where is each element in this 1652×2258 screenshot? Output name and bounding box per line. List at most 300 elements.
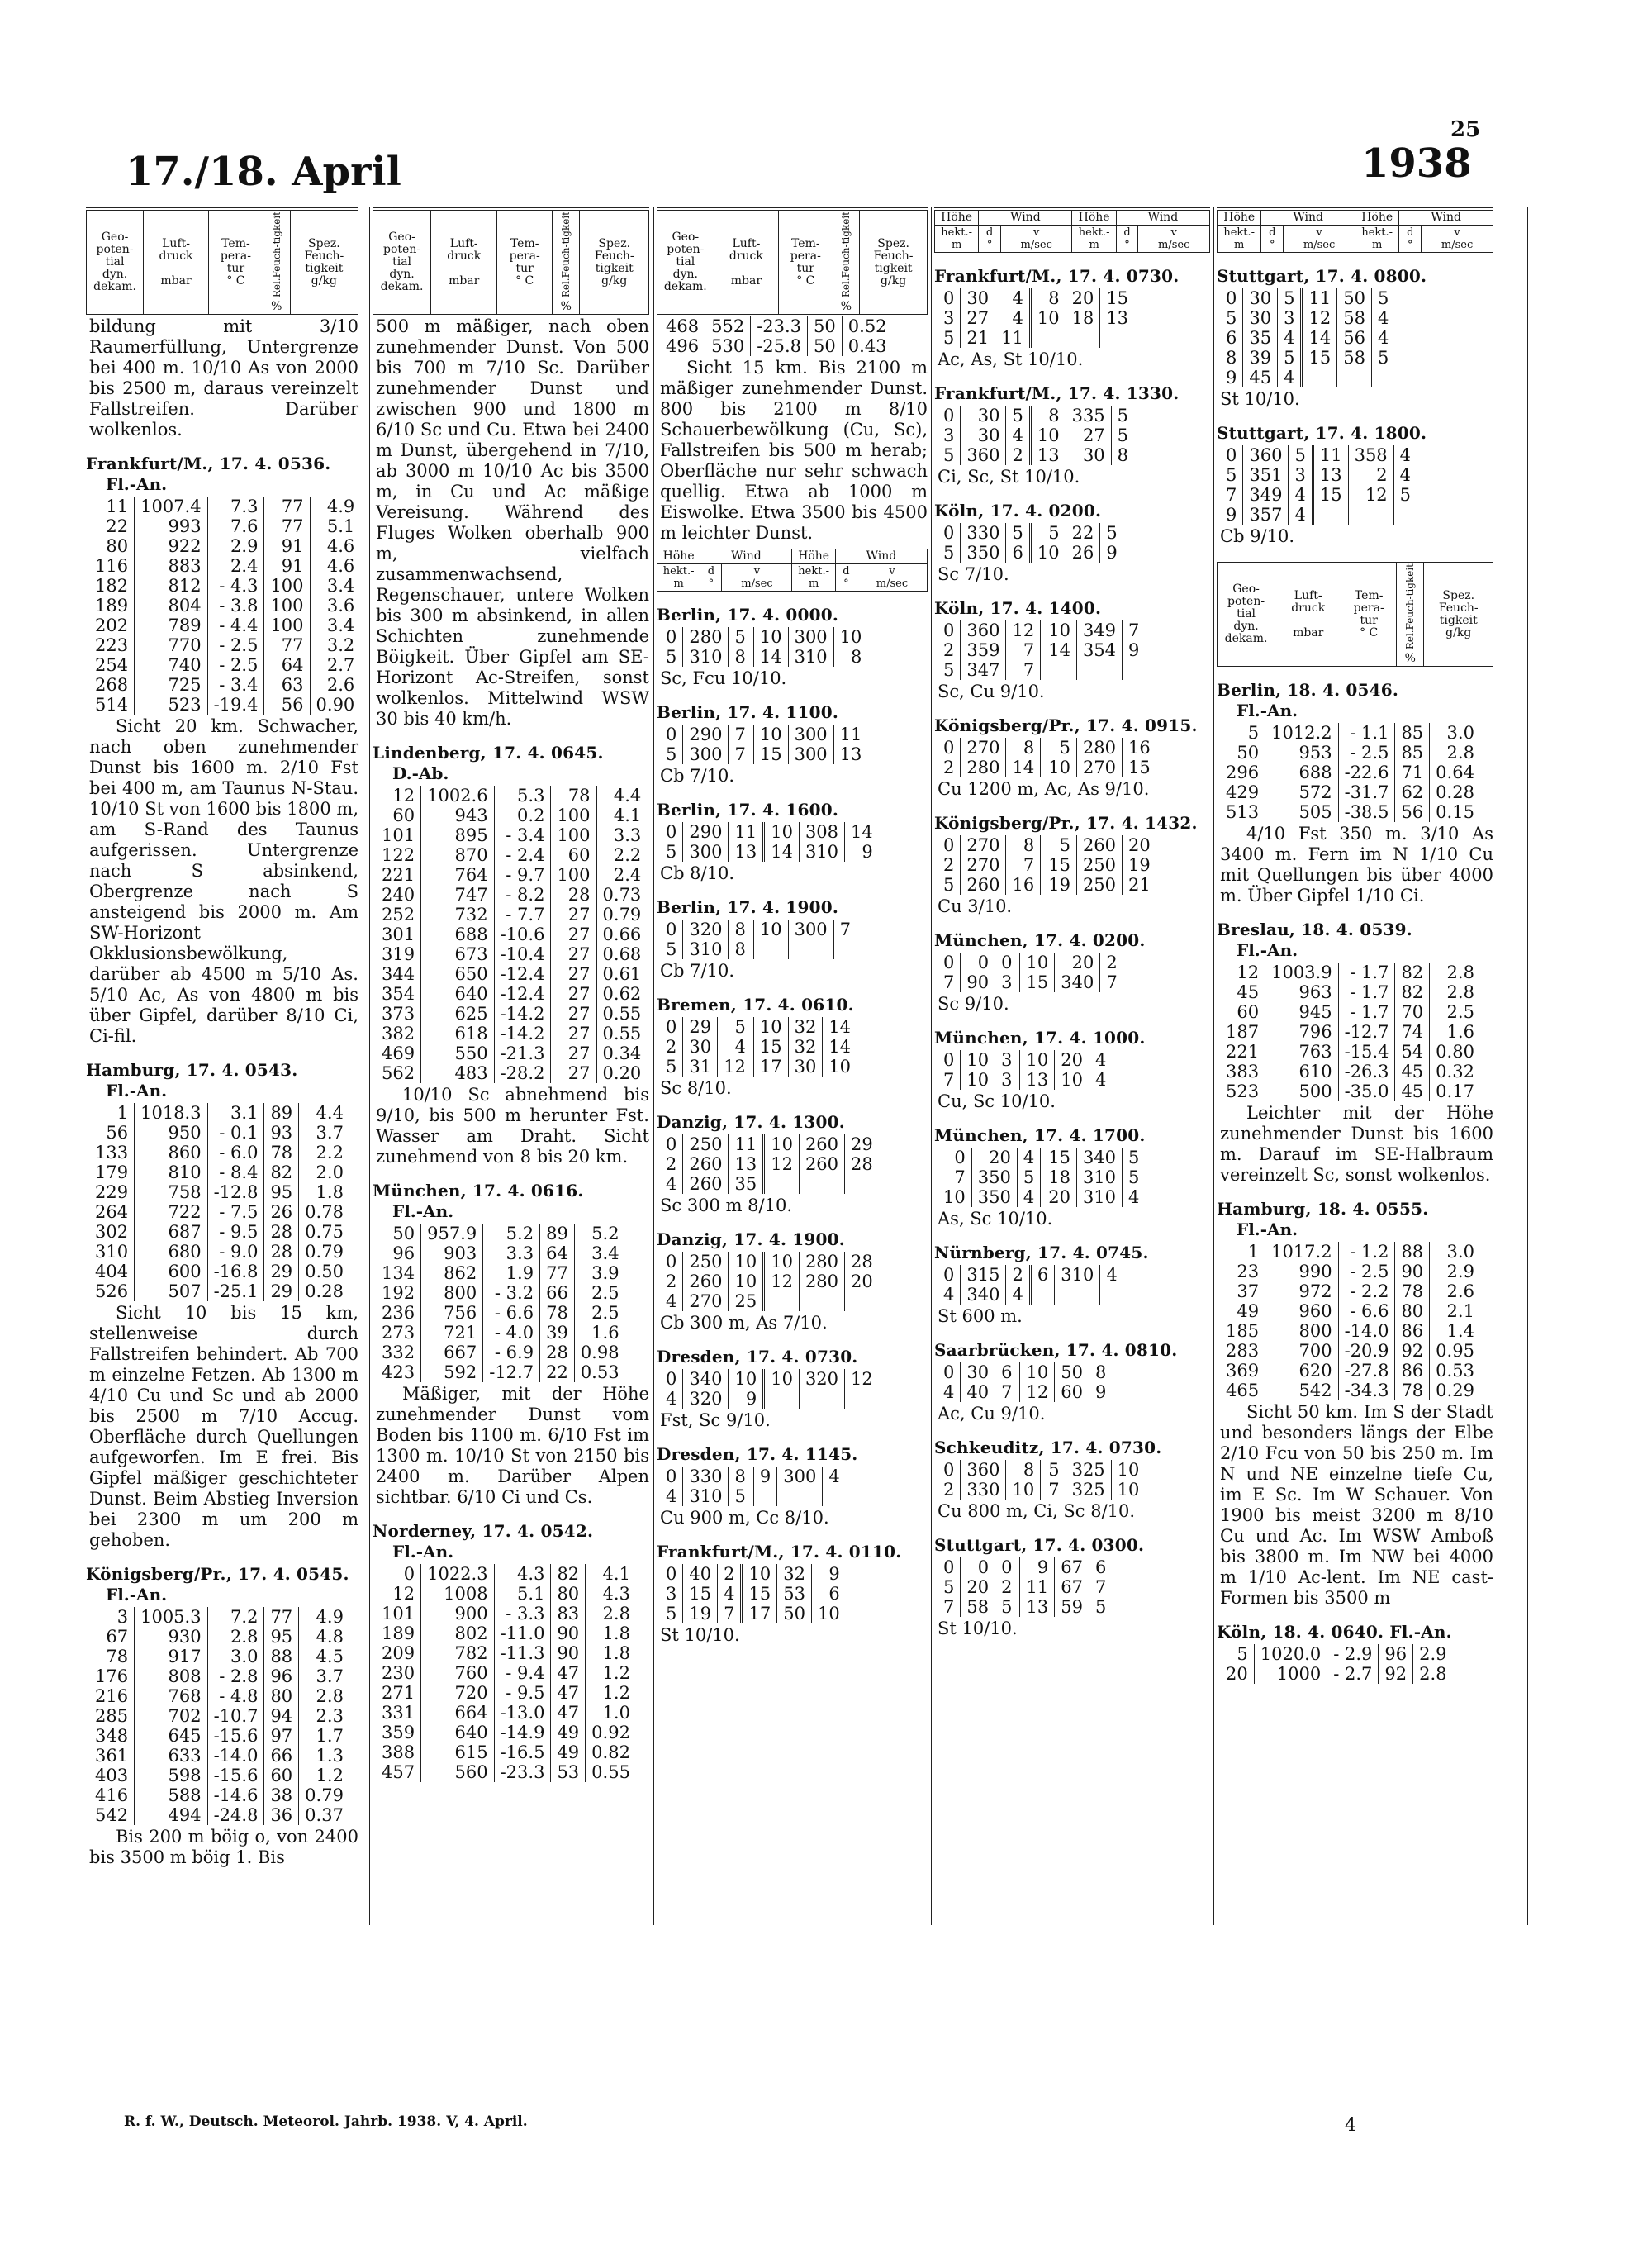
table-cell: 59	[1055, 1597, 1089, 1617]
report-text: 10/10 Sc abnehmend bis 9/10, bis 500 m herunter Fst. Wasser am Draht. Sicht zunehmend von 8 bis 20 km.	[376, 1085, 649, 1167]
table-cell: 12	[1006, 620, 1042, 640]
table-cell: 12	[376, 1584, 421, 1604]
table-cell: 16	[1128, 738, 1151, 758]
station-title: Frankfurt/M., 17. 4. 0536.	[86, 454, 331, 474]
station-title: Berlin, 17. 4. 1900.	[657, 897, 839, 918]
table-cell	[764, 1389, 800, 1409]
table-cell: - 3.4	[494, 825, 551, 845]
table-cell: 0.43	[847, 336, 887, 357]
table-cell: 5.3	[494, 786, 551, 806]
table-row	[938, 406, 1134, 425]
table-cell: 19	[683, 1604, 718, 1623]
table-cell: -21.3	[494, 1043, 551, 1063]
table-cell: 95	[264, 1627, 299, 1647]
table-cell: 47	[551, 1683, 586, 1703]
station-title: Hamburg, 18. 4. 0555.	[1217, 1199, 1429, 1219]
station-title: Köln, 18. 4. 0640. Fl.-An.	[1217, 1622, 1452, 1642]
table-cell: 14	[851, 822, 873, 843]
table-cell: 10	[1019, 1362, 1055, 1382]
table-row	[1220, 782, 1480, 802]
table-cell: - 2.5	[207, 655, 264, 675]
table-row	[938, 288, 1134, 308]
table-cell: 80	[89, 536, 135, 556]
table-row	[938, 1285, 1123, 1305]
table-row	[1220, 1081, 1480, 1101]
table-cell: 2.9	[1419, 1644, 1447, 1665]
ascent-header	[657, 210, 928, 315]
table-row	[89, 1143, 349, 1162]
table-row	[376, 925, 647, 944]
table-cell: 11	[89, 497, 135, 516]
table-cell	[1055, 1285, 1100, 1305]
table-cell: 60	[264, 1766, 299, 1785]
table-cell: 0	[938, 1362, 961, 1382]
table-cell: 514	[89, 695, 135, 715]
table-cell: 320	[683, 920, 729, 939]
station-title: Dresden, 17. 4. 1145.	[657, 1444, 858, 1465]
table-cell: 0.79	[305, 1242, 344, 1262]
wind-table	[660, 1252, 879, 1311]
table-cell: - 1.1	[1338, 723, 1395, 743]
ascent-header	[86, 210, 358, 315]
table-cell: 416	[89, 1785, 135, 1805]
height-unit: hekt.- m	[1072, 226, 1116, 253]
table-row	[89, 1726, 349, 1746]
table-cell: -25.1	[207, 1281, 264, 1301]
table-cell: 250	[1076, 875, 1122, 895]
table-cell: 7	[1220, 485, 1243, 505]
table-cell	[1066, 328, 1100, 348]
station-title: Berlin, 17. 4. 0000.	[657, 605, 839, 625]
table-cell: 216	[89, 1686, 135, 1706]
table-cell: 4	[718, 1584, 742, 1604]
cloud-note: St 600 m.	[938, 1306, 1023, 1326]
station-title: Stuttgart, 17. 4. 0300.	[934, 1535, 1145, 1555]
table-cell: 10	[828, 1057, 852, 1077]
table-row	[660, 1564, 846, 1584]
station-title: Berlin, 17. 4. 1600.	[657, 800, 839, 820]
table-row	[660, 647, 867, 667]
table-row	[1220, 1242, 1480, 1262]
table-cell: 1.6	[591, 1323, 620, 1343]
table-row	[938, 1148, 1145, 1167]
table-cell: 360	[961, 620, 1006, 640]
table-row	[938, 640, 1145, 660]
table-cell: 347	[961, 660, 1006, 680]
table-cell: 270	[961, 855, 1006, 875]
table-cell: 11	[839, 725, 862, 745]
table-row	[938, 328, 1134, 348]
table-cell: 50	[777, 1604, 812, 1623]
table-cell: 2.6	[1446, 1281, 1474, 1302]
table-cell: 349	[1076, 620, 1122, 640]
cloud-note: Sc 8/10.	[660, 1078, 732, 1099]
table-cell: 56	[1337, 328, 1372, 348]
table-cell: 3	[660, 1584, 683, 1604]
table-cell: 1	[89, 1103, 135, 1123]
ascent-table	[376, 1224, 625, 1382]
table-cell: 2	[938, 1480, 961, 1500]
table-cell: 300	[777, 1467, 823, 1486]
table-cell: -14.6	[207, 1785, 264, 1805]
table-row	[376, 1224, 625, 1243]
speed-unit: v m/sec	[1138, 226, 1210, 253]
table-cell: - 3.4	[207, 675, 264, 695]
table-cell: 85	[1395, 743, 1430, 763]
table-cell: 721	[421, 1323, 483, 1343]
table-cell: 221	[1220, 1042, 1265, 1062]
table-cell: 30	[788, 1057, 823, 1077]
table-row	[660, 842, 879, 862]
table-cell: 4	[1377, 308, 1389, 328]
table-cell: 28	[540, 1343, 575, 1362]
table-row	[376, 806, 647, 825]
table-cell: 8	[729, 1467, 752, 1486]
table-cell: 5	[1042, 738, 1077, 758]
table-cell: 0.28	[305, 1281, 344, 1302]
table-row	[938, 758, 1156, 777]
table-row	[938, 1597, 1112, 1617]
table-cell: 10	[729, 1252, 764, 1272]
table-cell: 960	[1265, 1301, 1338, 1321]
column-divider	[931, 207, 932, 1925]
table-cell: 500	[1265, 1081, 1338, 1101]
table-cell: 0.62	[602, 984, 642, 1005]
table-cell: 1	[1220, 1242, 1265, 1262]
table-cell: 14	[752, 647, 788, 667]
table-cell: 0.75	[305, 1222, 344, 1243]
table-cell: 1.0	[602, 1703, 630, 1723]
direction-unit: d °	[1116, 226, 1138, 253]
table-cell: -16.5	[494, 1742, 551, 1762]
table-row	[938, 1265, 1123, 1285]
table-row	[938, 445, 1134, 465]
table-cell: 3.9	[591, 1263, 620, 1284]
table-cell: 50	[1337, 288, 1372, 308]
table-cell	[1371, 368, 1394, 387]
table-cell: 15	[683, 1584, 718, 1604]
wind-table	[938, 738, 1156, 777]
table-cell: 89	[540, 1224, 575, 1243]
table-cell: 330	[683, 1467, 729, 1486]
table-cell: 11	[729, 822, 764, 842]
table-cell: 82	[264, 1162, 299, 1182]
table-cell: 67	[89, 1627, 135, 1647]
table-cell: 7	[1042, 1480, 1066, 1500]
table-cell: 77	[264, 635, 310, 655]
table-cell: 64	[264, 655, 310, 675]
table-cell: 10	[961, 1050, 995, 1070]
speed-unit: v m/sec	[722, 564, 792, 592]
table-cell: 810	[135, 1162, 207, 1182]
table-cell: 6	[1030, 1265, 1054, 1285]
table-cell: 0	[961, 953, 995, 972]
table-row	[89, 655, 360, 675]
table-cell: 28	[551, 885, 596, 905]
table-cell: 300	[788, 744, 833, 764]
table-cell: 5	[1399, 485, 1412, 505]
table-cell: 82	[1395, 963, 1430, 982]
wind-table	[938, 620, 1145, 680]
table-cell: 552	[705, 316, 751, 336]
height-header: Höhe	[1355, 211, 1398, 226]
table-row	[1220, 465, 1417, 485]
table-cell: 260	[683, 1272, 729, 1291]
table-cell: 5	[1006, 523, 1030, 543]
table-cell: 0	[660, 627, 683, 647]
table-cell: 2	[1006, 445, 1030, 465]
table-cell: 3	[995, 1050, 1019, 1070]
table-row	[938, 1050, 1112, 1070]
wind-header	[657, 549, 928, 592]
table-cell: 310	[1055, 1265, 1100, 1285]
table-row	[1220, 288, 1394, 308]
speed-unit: v m/sec	[1422, 226, 1493, 253]
table-row	[376, 1604, 636, 1623]
table-cell: 11	[1302, 288, 1337, 308]
table-row	[660, 1467, 846, 1486]
table-row	[376, 825, 647, 845]
table-row	[89, 675, 360, 695]
table-cell: 310	[683, 1486, 729, 1506]
table-cell: 0.61	[602, 964, 642, 985]
table-cell: 12	[1220, 963, 1265, 982]
table-cell: 296	[1220, 763, 1265, 782]
table-cell: 0	[660, 1564, 683, 1584]
table-cell: 268	[89, 675, 135, 695]
table-cell: 2.9	[1446, 1262, 1474, 1282]
table-cell: 2.0	[316, 1162, 344, 1183]
table-cell: 3	[938, 308, 961, 328]
table-cell: 223	[89, 635, 135, 655]
table-row	[938, 738, 1156, 758]
temperature-header: Tem- pera- tur ° C	[779, 211, 833, 315]
table-cell: 8	[729, 647, 752, 667]
table-cell: 0	[938, 953, 961, 972]
table-cell: 10	[938, 1187, 971, 1207]
table-cell: 27	[551, 1024, 596, 1043]
table-cell: 6	[828, 1584, 840, 1604]
table-cell: 1.7	[316, 1726, 344, 1747]
table-cell: - 2.9	[1327, 1644, 1379, 1664]
table-cell: 4	[938, 1285, 961, 1305]
cloud-note: Cu 900 m, Cc 8/10.	[660, 1508, 829, 1528]
table-cell: 369	[1220, 1361, 1265, 1381]
table-row	[89, 497, 360, 516]
table-cell: 2	[660, 1037, 683, 1057]
table-cell: 10	[764, 1252, 800, 1272]
table-cell: 1020.0	[1254, 1644, 1327, 1664]
table-cell: 0	[938, 835, 961, 855]
table-cell: 3	[995, 1070, 1019, 1090]
table-cell: 320	[683, 1389, 729, 1409]
table-cell: 3	[938, 425, 961, 445]
table-cell: 254	[89, 655, 135, 675]
table-cell: 5	[1220, 723, 1265, 743]
table-cell: 10	[752, 725, 788, 744]
table-cell: 10	[1019, 1050, 1055, 1070]
table-cell: 37	[1220, 1281, 1265, 1301]
table-cell: 53	[551, 1762, 586, 1782]
cloud-note: Sc 9/10.	[938, 994, 1009, 1014]
table-cell: -12.7	[1338, 1022, 1395, 1042]
table-cell: 90	[551, 1623, 586, 1643]
table-row	[376, 1742, 636, 1762]
wind-table	[938, 1557, 1112, 1617]
table-cell: 53	[777, 1584, 812, 1604]
table-cell: 2	[938, 640, 961, 660]
table-cell: - 1.7	[1338, 982, 1395, 1002]
table-cell: 302	[89, 1222, 135, 1242]
wind-table	[938, 1265, 1123, 1305]
table-cell: 1.6	[1446, 1022, 1474, 1043]
table-cell: 4	[1017, 1187, 1041, 1207]
table-cell: 300	[683, 842, 729, 862]
wind-table	[938, 1362, 1112, 1402]
table-row	[660, 316, 893, 336]
table-cell: 0.55	[591, 1762, 630, 1783]
footer-source: R. f. W., Deutsch. Meteorol. Jahrb. 1938. V, 4. April.	[124, 2113, 528, 2130]
table-cell: 7.2	[207, 1607, 264, 1627]
table-cell: 3.7	[316, 1123, 344, 1143]
table-cell: 496	[660, 336, 705, 356]
table-cell: 972	[1265, 1281, 1338, 1301]
table-cell: 895	[421, 825, 494, 845]
table-cell: 89	[264, 1103, 299, 1123]
table-cell: 40	[683, 1564, 718, 1584]
cloud-note: Sc, Fcu 10/10.	[660, 668, 787, 689]
table-row	[938, 1480, 1145, 1500]
table-cell: 0	[660, 920, 683, 939]
station-title: München, 17. 4. 0616.	[373, 1181, 584, 1201]
table-cell: -12.8	[207, 1182, 264, 1202]
table-cell: 100	[264, 616, 310, 635]
table-cell: 900	[421, 1604, 494, 1623]
speed-unit: v m/sec	[1000, 226, 1072, 253]
table-cell: 264	[89, 1202, 135, 1222]
wind-table	[660, 1369, 879, 1409]
table-cell: 2.7	[326, 655, 355, 676]
table-cell: 615	[421, 1742, 494, 1762]
table-cell: 12	[764, 1154, 800, 1174]
table-cell: 280	[799, 1252, 844, 1272]
table-cell: 0.73	[602, 885, 642, 906]
table-cell: 812	[135, 576, 207, 596]
table-row	[376, 1263, 625, 1283]
table-cell: 0	[938, 620, 961, 640]
table-cell: 4	[660, 1389, 683, 1409]
table-cell: 4.4	[316, 1103, 344, 1124]
table-cell: 4.6	[326, 556, 355, 577]
wind-table	[660, 822, 879, 862]
table-cell: 20	[1066, 288, 1100, 308]
table-cell: 1018.3	[135, 1103, 207, 1123]
table-cell: -28.2	[494, 1063, 551, 1083]
table-row	[660, 1252, 879, 1272]
table-cell: -27.8	[1338, 1361, 1395, 1381]
table-cell	[788, 939, 833, 959]
table-cell: 513	[1220, 802, 1265, 822]
table-cell: 7	[729, 725, 752, 744]
table-cell: 1.8	[602, 1643, 630, 1664]
table-cell: 290	[683, 822, 729, 842]
table-cell: 2.4	[207, 556, 264, 576]
table-cell: 280	[1076, 738, 1122, 758]
table-cell: - 4.3	[207, 576, 264, 596]
table-cell: 523	[1220, 1081, 1265, 1101]
table-row	[376, 865, 647, 885]
table-row	[89, 1202, 349, 1222]
direction-unit: d °	[835, 564, 857, 592]
table-cell: 260	[1076, 835, 1122, 855]
table-row	[89, 1785, 349, 1805]
table-cell: 2.9	[207, 536, 264, 556]
table-cell: 4	[1377, 328, 1389, 348]
table-cell: 2.8	[207, 1627, 264, 1647]
table-cell: 97	[264, 1726, 299, 1746]
table-row	[89, 1766, 349, 1785]
table-cell: 358	[1348, 445, 1393, 465]
table-cell: 54	[1395, 1042, 1430, 1062]
table-row	[660, 1486, 846, 1506]
table-row	[938, 660, 1145, 680]
table-cell: 12	[1302, 308, 1337, 328]
table-cell: 4	[1289, 485, 1313, 505]
table-cell: 8	[1094, 1362, 1107, 1382]
table-cell: 96	[376, 1243, 421, 1263]
table-cell: 270	[683, 1291, 729, 1311]
table-cell: - 9.5	[494, 1683, 551, 1703]
table-cell: 11	[995, 328, 1031, 348]
cloud-note: Ac, As, St 10/10.	[938, 349, 1084, 369]
table-cell: 15	[1019, 972, 1055, 992]
table-cell: 2.5	[591, 1303, 620, 1324]
table-row	[1220, 802, 1480, 822]
table-cell: 45	[1220, 982, 1265, 1002]
table-row	[376, 944, 647, 964]
table-cell: 10	[1042, 758, 1077, 777]
table-cell	[845, 1174, 879, 1194]
report-text: Bis 200 m böig o, von 2400 bis 3500 m böig 1. Bis	[89, 1827, 358, 1868]
table-cell: -12.7	[483, 1362, 540, 1382]
table-cell: 60	[551, 845, 596, 865]
ascent-type: Fl.-An.	[1237, 1219, 1298, 1240]
table-row	[89, 536, 360, 556]
table-cell: 770	[135, 635, 207, 655]
report-text: Mäßiger, mit der Höhe zunehmender Dunst vom Boden bis 1100 m. 6/10 Fst im 1300 m. 10/10 St von 2150 bis 2400 m. Darüber Alpen sichtbar. 6/10 Ci und Cs.	[376, 1384, 649, 1508]
table-cell: 308	[799, 822, 844, 842]
table-cell: 5.2	[483, 1224, 540, 1243]
table-cell: 0.68	[602, 944, 642, 965]
table-cell: 0	[938, 1050, 961, 1070]
wind-header-label: Wind	[1399, 211, 1493, 226]
table-cell: 0	[995, 1557, 1019, 1577]
table-row	[376, 905, 647, 925]
table-cell: 5	[660, 744, 683, 764]
table-row	[660, 1291, 879, 1311]
table-cell: 58	[961, 1597, 995, 1617]
table-cell: 18	[1066, 308, 1100, 328]
table-row	[660, 725, 867, 744]
table-cell: -20.9	[1338, 1341, 1395, 1361]
table-cell: 260	[961, 875, 1006, 895]
table-cell: 27	[551, 944, 596, 964]
table-row	[376, 1283, 625, 1303]
height-header: Höhe	[1072, 211, 1116, 226]
table-cell	[1076, 660, 1122, 680]
table-cell: 50	[808, 316, 843, 336]
table-cell: - 2.2	[1338, 1281, 1395, 1301]
